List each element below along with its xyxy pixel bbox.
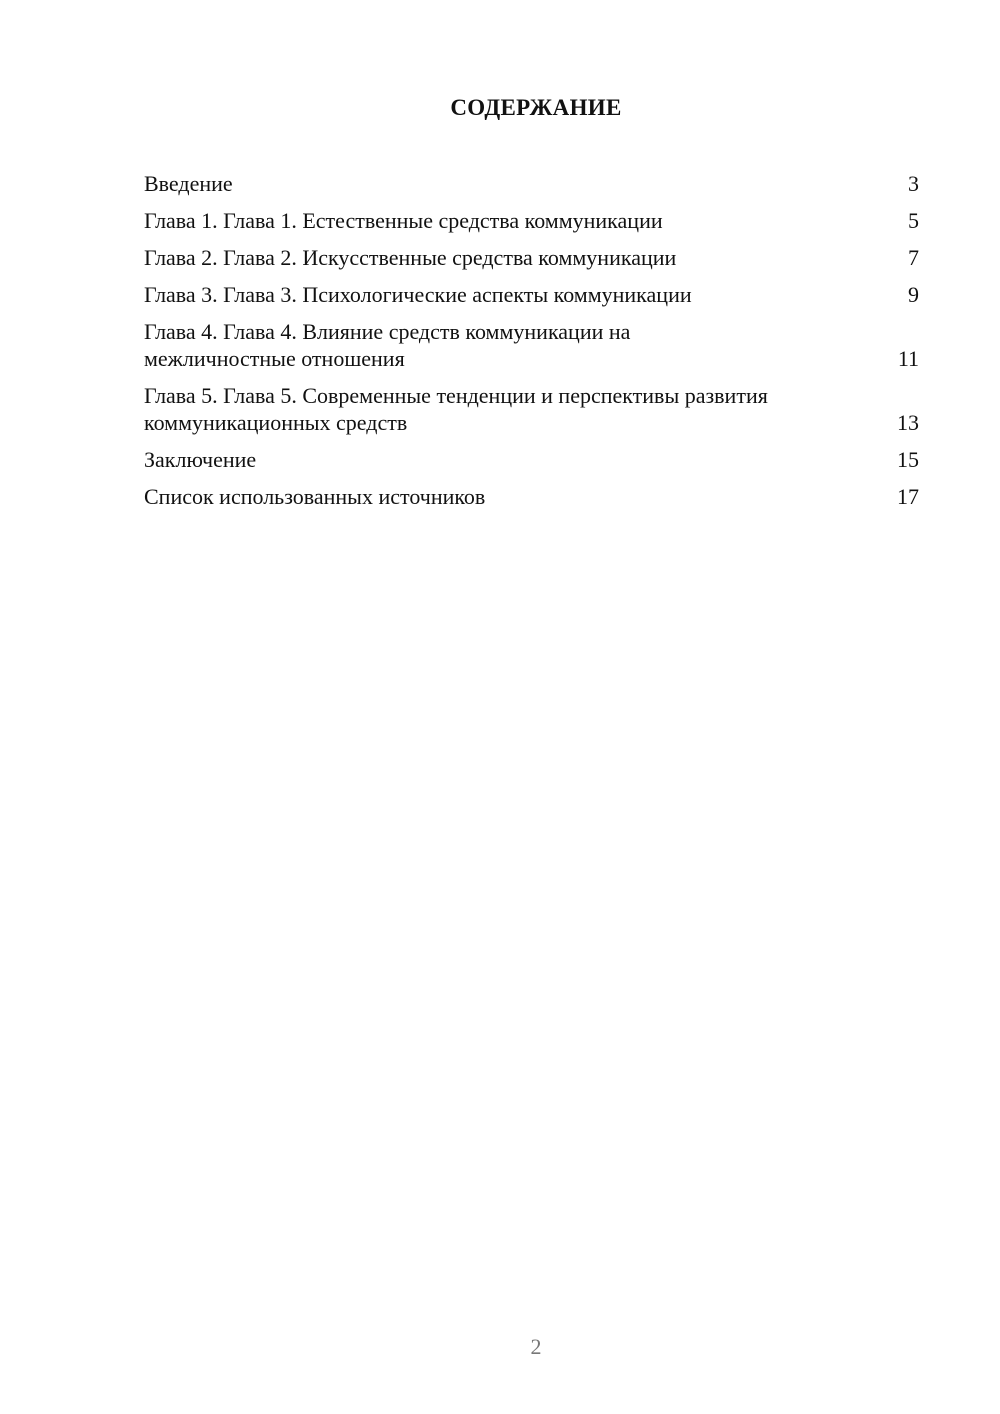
toc-entry-text: Глава 4. Глава 4. Влияние средств коммуникации на межличностные отношения — [144, 319, 631, 371]
toc-entry-chapter-2 — [144, 244, 919, 271]
toc-entry-text: Глава 5. Глава 5. Современные тенденции и перспективы развития коммуникационных средств — [144, 383, 768, 435]
toc-entry-page: 17 — [897, 484, 919, 509]
toc-entry-chapter-5 — [144, 382, 919, 436]
toc-entry-references — [144, 483, 919, 510]
toc-entry-page: 9 — [908, 282, 919, 307]
toc-entry-text: Глава 3. Глава 3. Психологические аспекты коммуникации — [144, 282, 692, 307]
table-of-contents — [144, 170, 919, 520]
toc-entry-chapter-3 — [144, 281, 919, 308]
toc-entry-text: Список использованных источников — [144, 484, 486, 509]
toc-entry-text: Введение — [144, 171, 233, 196]
toc-entry-page: 15 — [897, 447, 919, 472]
page-number: 2 — [530, 1334, 542, 1359]
toc-entry-page: 5 — [908, 208, 919, 233]
toc-entry-text: Глава 1. Глава 1. Естественные средства коммуникации — [144, 208, 663, 233]
toc-entry-introduction — [144, 170, 919, 197]
toc-entry-page: 3 — [908, 171, 919, 196]
toc-entry-text: Заключение — [144, 447, 257, 472]
toc-entry-text: Глава 2. Глава 2. Искусственные средства коммуникации — [144, 245, 677, 270]
page-title: СОДЕРЖАНИЕ — [450, 95, 622, 120]
toc-entry-chapter-1 — [144, 207, 919, 234]
toc-entry-chapter-4 — [144, 318, 919, 372]
toc-entry-page: 7 — [908, 245, 919, 270]
toc-entry-conclusion — [144, 446, 919, 473]
toc-entry-page: 13 — [897, 410, 919, 435]
toc-entry-page: 11 — [897, 346, 919, 371]
